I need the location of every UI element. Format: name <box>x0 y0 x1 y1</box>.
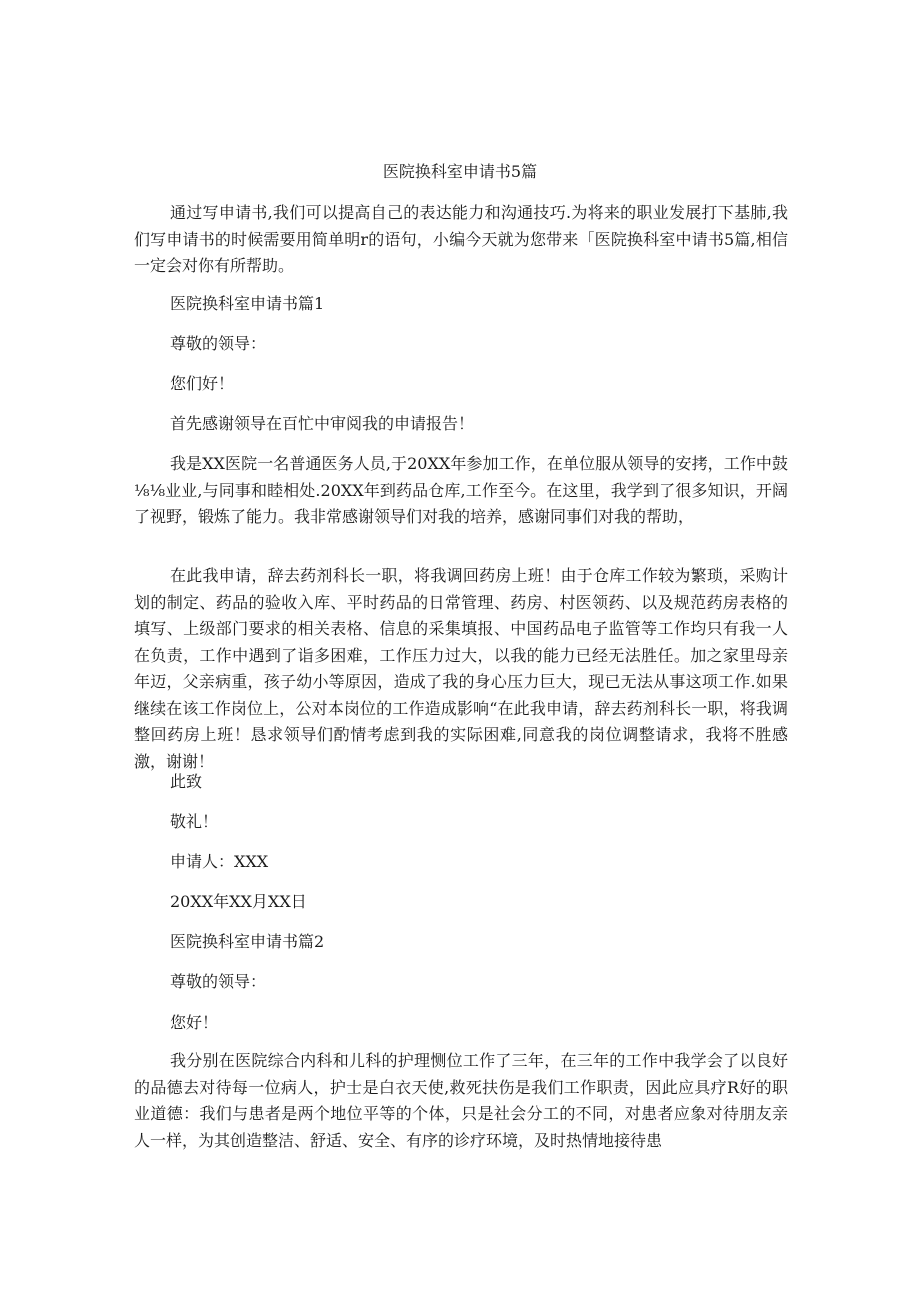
document-title: 医院换科室申请书5篇 <box>382 162 538 181</box>
section1-greeting: 您们好！ <box>170 374 235 393</box>
section1-thanks-paragraph: 首先感谢领导在百忙中审阅我的申请报告！ <box>170 414 475 433</box>
section1-background-paragraph: 我是XX医院一名普通医务人员,于20XX年参加工作，在单位服从领导的安拷，工作中鼓⅛⅛业业,与同事和睦相处.20XX年到药品仓库,工作至今。在这里，我学到了很多知识，开阔了视野，锻炼了能力。我非常感谢领导们对我的培养，感谢同事们对我的帮助， <box>134 454 788 526</box>
section2-salutation: 尊敬的领导： <box>170 972 267 991</box>
section1-heading: 医院换科室申请书篇1 <box>170 294 325 313</box>
section1-closing-ci-zhi: 此致 <box>170 772 203 791</box>
section1-closing-jing-li: 敬礼！ <box>170 812 219 831</box>
section1-salutation: 尊敬的领导： <box>170 334 267 353</box>
section1-date: 20XX年XX月XX日 <box>170 892 307 911</box>
section2-greeting: 您好！ <box>170 1013 219 1032</box>
section2-heading: 医院换科室申请书篇2 <box>170 932 325 951</box>
intro-paragraph: 通过写申请书,我们可以提高自己的表达能力和沟通技巧.为将来的职业发展打下基肺,我们写申请书的时候需要用简单明r的语句，小编今天就为您带来「医院换科室中请书5篇,相信一定会对你有所帮助。 <box>134 203 788 275</box>
section1-request-paragraph: 在此我申请，辞去药剂科长一职，将我调回药房上班！由于仓库工作较为繁琐，采购计划的制定、药品的验收入库、平时药品的日常管理、药房、村医领药、以及规范药房表格的填写、上级部门要求的相关表格、信息的采集填报、中国药品电子监管等工作均只有我一人在负责，工作中遇到了诣多困难，工作压力过大，以我的能力已经无法胜任。加之家里母亲年迈，父亲病重，孩子幼小等原因，造成了我的身心压力巨大，现已无法从事这项工作.如果继续在该工作岗位上，公对本岗位的工作造成影响“在此我申请，辞去药剂科长一职，将我调整回药房上班！恳求领导们酌情考虑到我的实际困难,同意我的岗位调整请求，我将不胜感激，谢谢！ <box>134 566 788 771</box>
section1-signature: 申请人：XXX <box>170 852 269 871</box>
section2-experience-paragraph: 我分别在医院综合内科和儿科的护理恻位工作了三年，在三年的工作中我学会了以良好的品德去对待每一位病人，护士是白衣天使,救死扶伤是我们工作职责，因此应具疗R好的职业道德：我们与患者是两个地位平等的个体，只是社会分工的不同，对患者应象对待朋友亲人一样，为其创造整洁、舒适、安全、有序的诊疗环境，及时热情地接待患 <box>134 1051 788 1150</box>
